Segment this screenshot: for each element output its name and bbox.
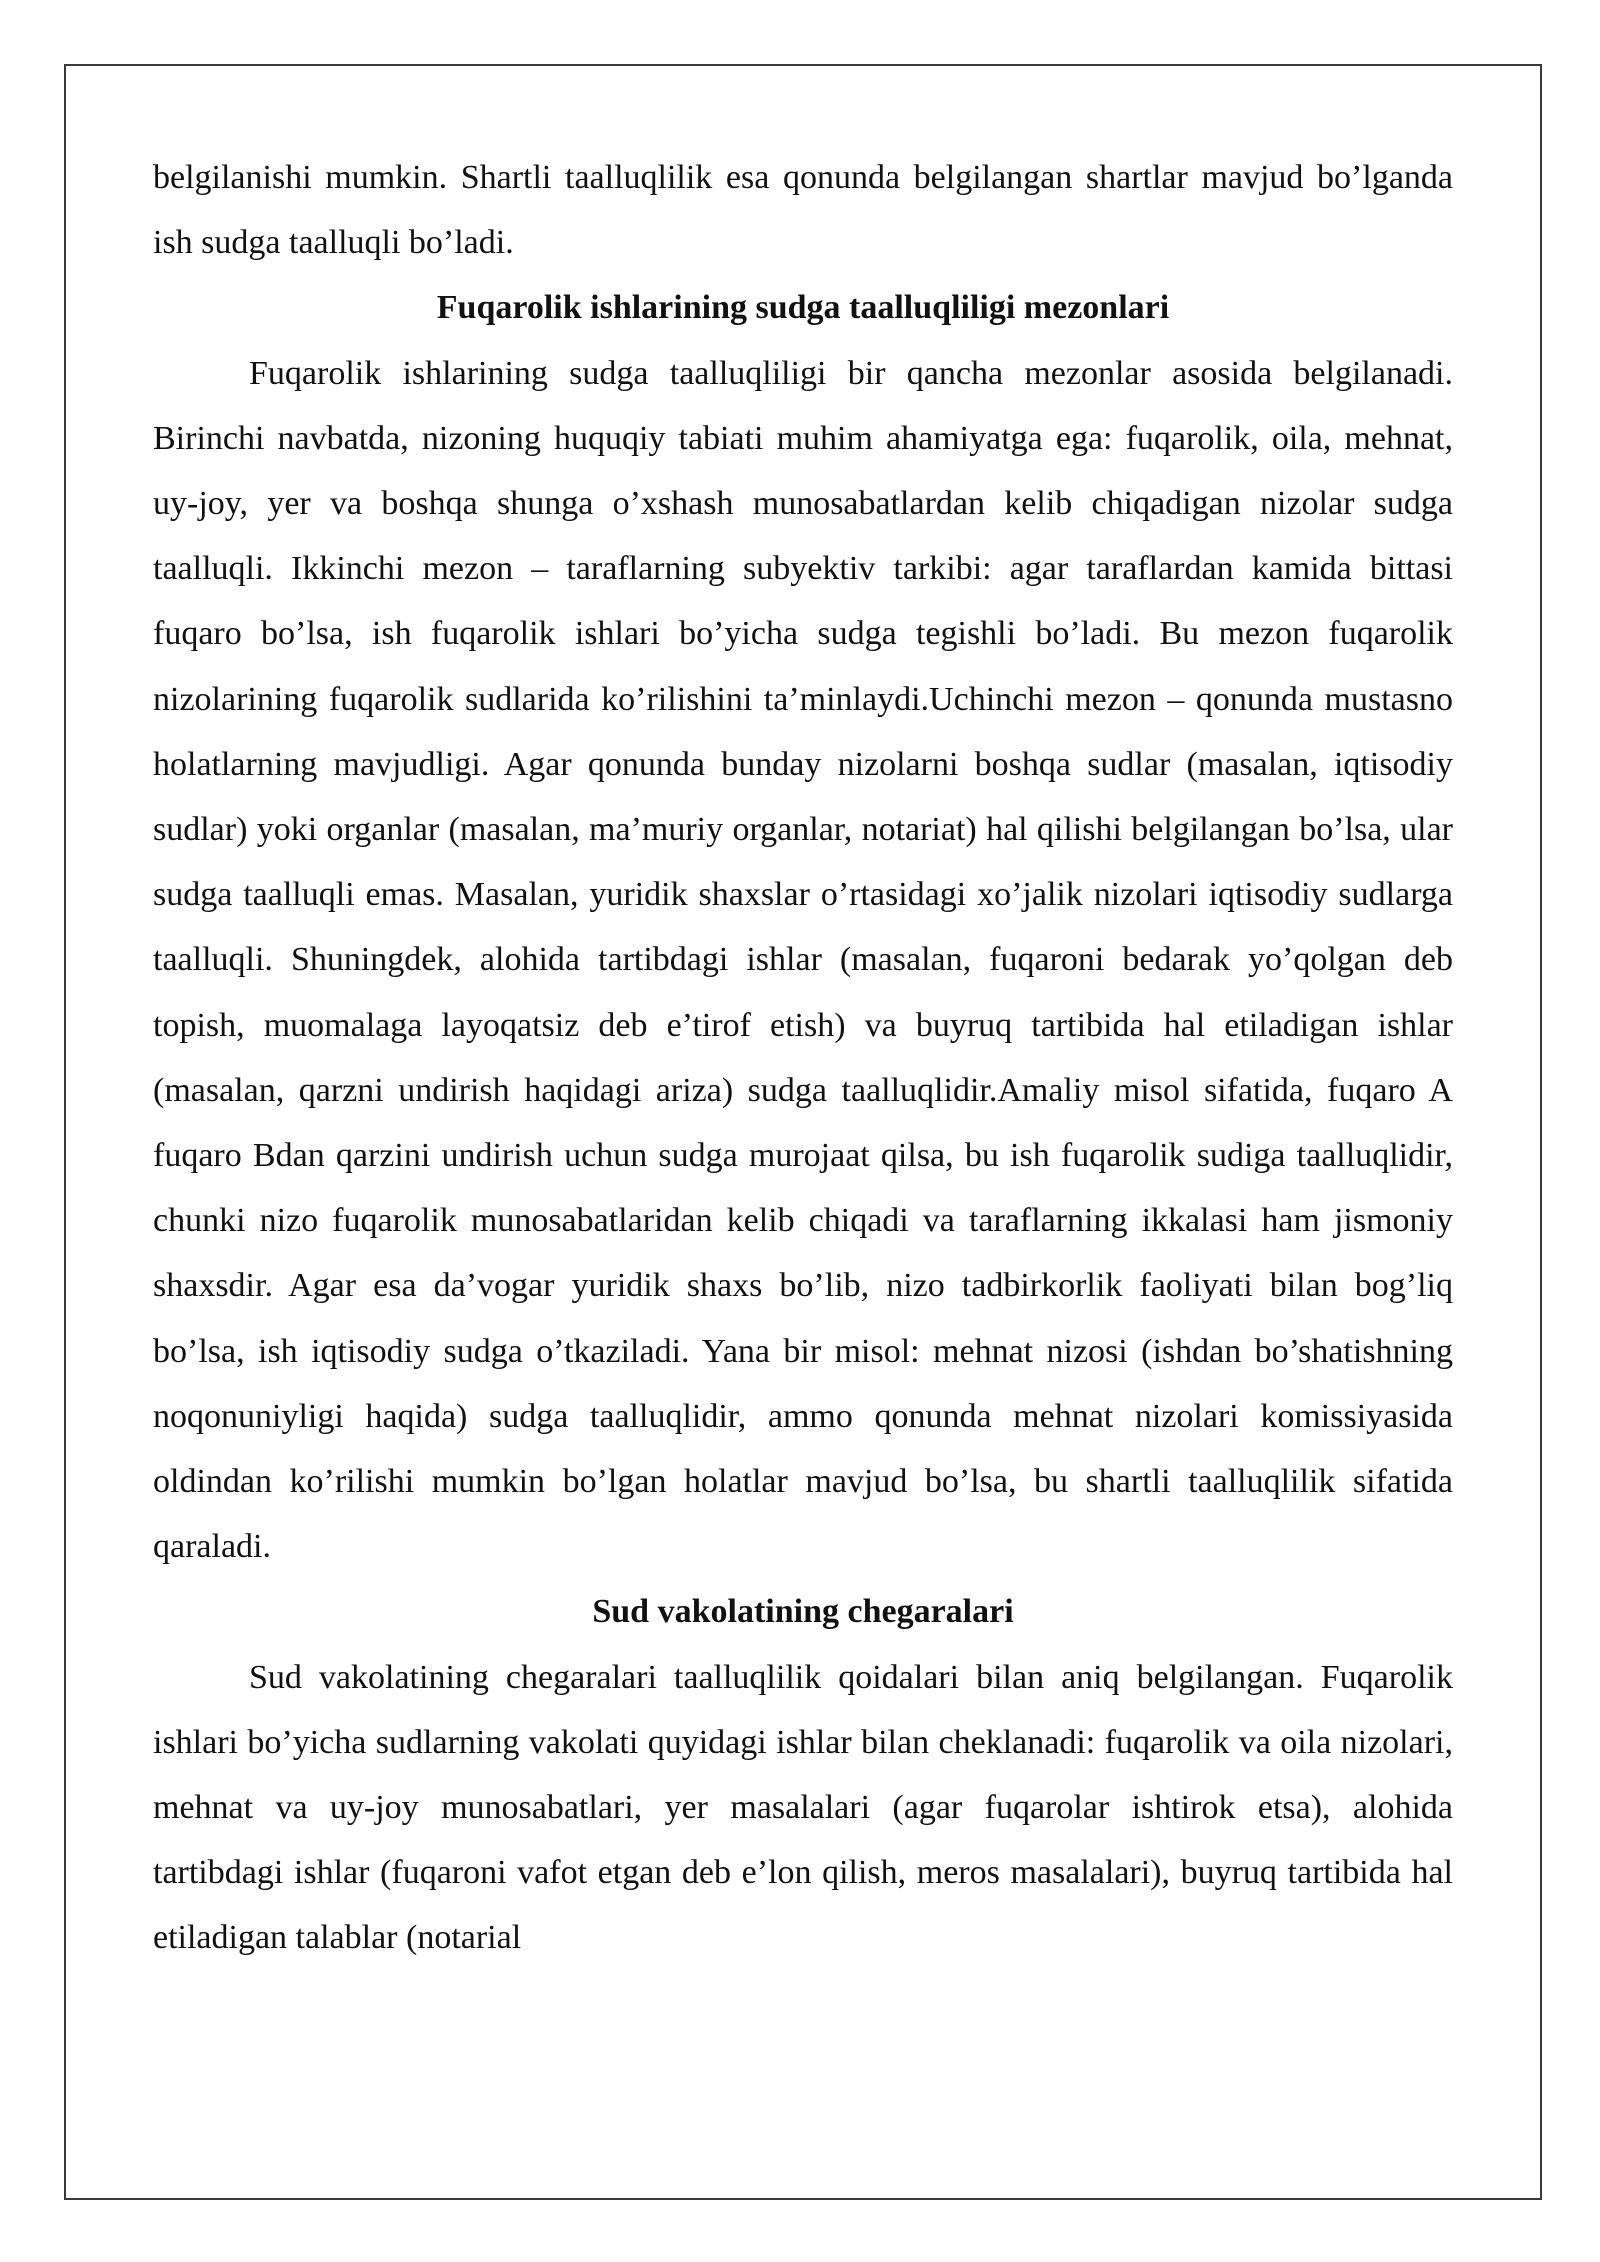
section-heading-court-authority: Sud vakolatining chegaralari xyxy=(592,1593,1014,1631)
section-heading-criteria: Fuqarolik ishlarining sudga taalluqliligi mezonlari xyxy=(436,289,1170,327)
paragraph-court-authority: Sud vakolatining chegaralari taalluqlilik qoidalari bilan aniq belgilangan. Fuqarolik ishlari bo’yicha sudlarning vakolati quyidagi ishlar bilan cheklanadi: fuqarolik va oila nizolari, mehnat va uy-joy munosabatlari, yer masalalari (agar fuqarolar ishtirok etsa), alohida tartibdagi ishlar (fuqaroni vafot etgan deb e’lon qilish, meros masalalari), buyruq tartibida hal etiladigan talablar (notarial xyxy=(153,1658,1453,1957)
paragraph-criteria: Fuqarolik ishlarining sudga taalluqliligi bir qancha mezonlar asosida belgilanadi. Birinchi navbatda, nizoning huquqiy tabiati muhim ahamiyatga ega: fuqarolik, oila, mehnat, uy-joy, yer va boshqa shunga o’xshash munosabatlardan kelib chiqadigan nizolar sudga taalluqli. Ikkinchi mezon – taraflarning subyektiv tarkibi: agar taraflardan kamida bittasi fuqaro bo’lsa, ish fuqarolik ishlari bo’yicha sudga tegishli bo’ladi. Bu mezon fuqarolik nizolarining fuqarolik sudlarida ko’rilishini ta’minlaydi.Uchinchi mezon – qonunda mustasno holatlarning mavjudligi. Agar qonunda bunday nizolarni boshqa sudlar (masalan, iqtisodiy sudlar) yoki organlar (masalan, ma’muriy organlar, notariat) hal qilishi belgilangan bo’lsa, ular sudga taalluqli emas. Masalan, yuridik shaxslar o’rtasidagi xo’jalik nizolari iqtisodiy sudlarga taalluqli. Shuningdek, alohida tartibdagi ishlar (masalan, fuqaroni bedarak yo’qolgan deb topish, muomalaga layoqatsiz deb e’tirof etish) va buyruq tartibida hal etiladigan ishlar (masalan, qarzni undirish haqidagi ariza) sudga taalluqlidir.Amaliy misol sifatida, fuqaro A fuqaro Bdan qarzini undirish uchun sudga murojaat qilsa, bu ish fuqarolik sudiga taalluqlidir, chunki nizo fuqarolik munosabatlaridan kelib chiqadi va taraflarning ikkalasi ham jismoniy shaxsdir. Agar esa da’vogar yuridik shaxs bo’lib, nizo tadbirkorlik faoliyati bilan bog’liq bo’lsa, ish iqtisodiy sudga o’tkaziladi. Yana bir misol: mehnat nizosi (ishdan bo’shatishning noqonuniyligi haqida) sudga taalluqlidir, ammo qonunda mehnat nizolari komissiyasida oldindan ko’rilishi mumkin bo’lgan holatlar mavjud bo’lsa, bu shartli taalluqlilik sifatida qaraladi. xyxy=(153,354,1453,1566)
document-body xyxy=(153,145,1453,1971)
paragraph-continuation: belgilanishi mumkin. Shartli taalluqlilik esa qonunda belgilangan shartlar mavjud bo’lganda ish sudga taalluqli bo’ladi. xyxy=(153,159,1453,262)
